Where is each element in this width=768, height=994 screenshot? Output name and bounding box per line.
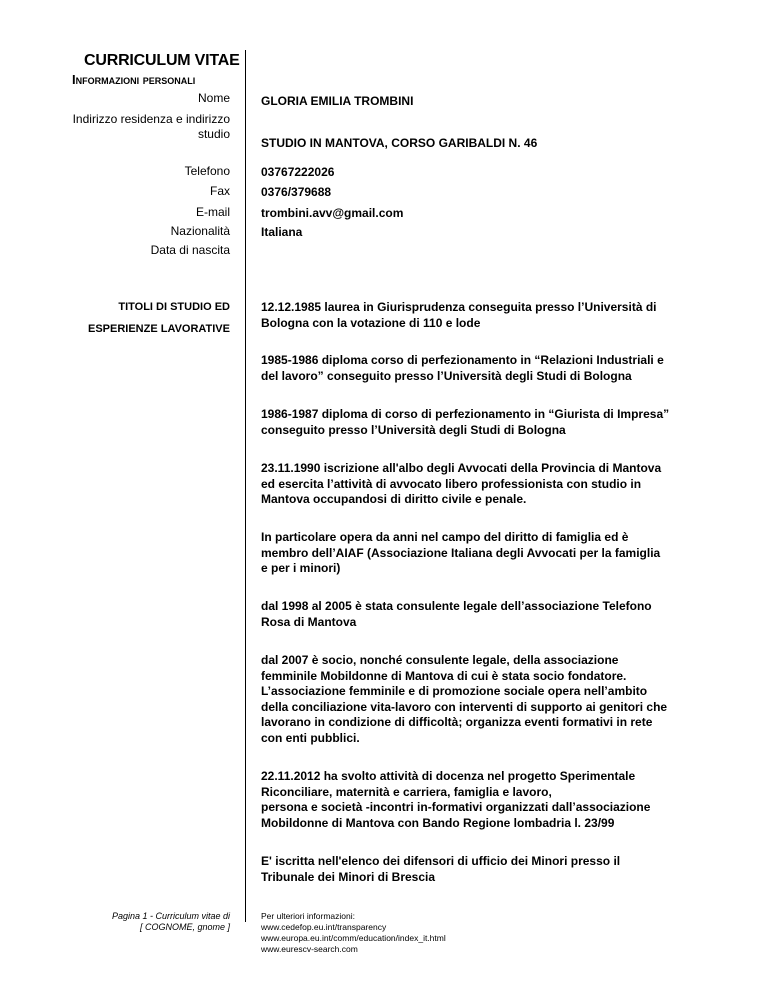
education-label-line1: TITOLI DI STUDIO ED: [118, 301, 230, 313]
nationality-value: Italiana: [261, 225, 303, 239]
text-line: 22.11.2012 ha svolto attività di docenza nel progetto Sperimentale: [261, 769, 636, 783]
email-label: E-mail: [195, 205, 230, 219]
email-value: trombini.avv@gmail.com: [261, 206, 404, 220]
text-line: dal 2007 è socio, nonché consulente legale, della associazione: [261, 653, 619, 667]
education-item: [261, 769, 701, 831]
education-item: [261, 461, 701, 508]
text-line: 1986-1987 diploma di corso di perfezionamento in “Giurista di Impresa”: [261, 407, 670, 421]
text-line: 12.12.1985 laurea in Giurisprudenza conseguita presso l’Università di: [261, 300, 657, 314]
text-line: Rosa di Mantova: [261, 614, 357, 629]
text-line: Mantova occupandosi di diritto civile e penale.: [261, 492, 527, 506]
text-line: del lavoro” conseguito presso l’Università degli Studi di Bologna: [261, 368, 632, 383]
text-line: Mobildonne di Mantova con Bando Regione lombadria l. 23/99: [261, 815, 615, 830]
text-line: Tribunale dei Minori di Brescia: [261, 869, 436, 884]
phone-label: Telefono: [184, 164, 230, 178]
text-line: conseguito presso l’Università degli Studi di Bologna: [261, 422, 566, 437]
education-item: [261, 653, 701, 746]
footer-name-placeholder: [ COGNOME, gnome ]: [139, 922, 230, 932]
fax-value: 0376/379688: [261, 185, 332, 199]
nationality-label: Nazionalità: [170, 224, 230, 238]
text-line: femminile Mobildonne di Mantova di cui è stata socio fondatore.: [261, 668, 627, 683]
text-line: ed esercita l’attività di avvocato libero professionista con studio in: [261, 476, 642, 491]
education-item: [261, 530, 701, 577]
name-value: GLORIA EMILIA TROMBINI: [261, 94, 414, 108]
education-item: [261, 599, 701, 630]
footer-link[interactable]: www.eurescv-search.com: [261, 944, 358, 954]
cv-title: CURRICULUM VITAE: [84, 52, 240, 69]
text-line: con enti pubblici.: [261, 730, 360, 745]
name-label: Nome: [197, 91, 230, 105]
text-line: lavorano in condizione di difficoltà; organizza eventi formativi in rete: [261, 715, 653, 729]
address-label-line1: Indirizzo residenza e indirizzo: [72, 112, 230, 126]
phone-value: 03767222026: [261, 165, 335, 179]
education-item: [261, 854, 701, 885]
footer-link[interactable]: www.cedefop.eu.int/transparency: [261, 922, 387, 932]
footer-info-label: Per ulteriori informazioni:: [261, 911, 356, 921]
education-item: [261, 300, 701, 331]
education-item: [261, 407, 701, 438]
text-line: L’associazione femminile e di promozione sociale opera nell’ambito: [261, 684, 648, 698]
column-divider: [245, 50, 246, 922]
text-line: dal 1998 al 2005 è stata consulente legale dell’associazione Telefono: [261, 599, 652, 613]
text-line: Riconciliare, maternità e carriera, famiglia e lavoro,: [261, 784, 552, 799]
education-label-line2: ESPERIENZE LAVORATIVE: [87, 323, 230, 335]
address-label-line2: studio: [197, 127, 230, 141]
footer-page-label: Pagina 1 - Curriculum vitae di: [111, 911, 230, 921]
text-line: persona e società -incontri in-formativi organizzati dall’associazione: [261, 800, 651, 814]
text-line: In particolare opera da anni nel campo del diritto di famiglia ed è: [261, 530, 629, 544]
footer-page-info: [112, 911, 230, 933]
text-line: della conciliazione vita-lavoro con interventi di supporto ai genitori che: [261, 699, 668, 714]
text-line: 23.11.1990 iscrizione all'albo degli Avvocati della Provincia di Mantova: [261, 461, 662, 475]
text-line: Bologna con la votazione di 110 e lode: [261, 315, 481, 330]
text-line: 1985-1986 diploma corso di perfezionamento in “Relazioni Industriali e: [261, 353, 664, 367]
footer-link[interactable]: www.europa.eu.int/comm/education/index_it.html: [261, 933, 446, 943]
education-item: [261, 353, 701, 384]
text-line: E' iscritta nell'elenco dei difensori di ufficio dei Minori presso il: [261, 854, 621, 868]
footer-links: [261, 911, 446, 955]
birth-date-label: Data di nascita: [150, 243, 230, 257]
text-line: e per i minori): [261, 561, 341, 575]
section-heading-personal: Informazioni personali: [72, 72, 196, 87]
fax-label: Fax: [209, 184, 230, 198]
address-value: STUDIO IN MANTOVA, CORSO GARIBALDI N. 46: [261, 136, 538, 150]
text-line: membro dell’AIAF (Associazione Italiana degli Avvocati per la famiglia: [261, 545, 661, 560]
